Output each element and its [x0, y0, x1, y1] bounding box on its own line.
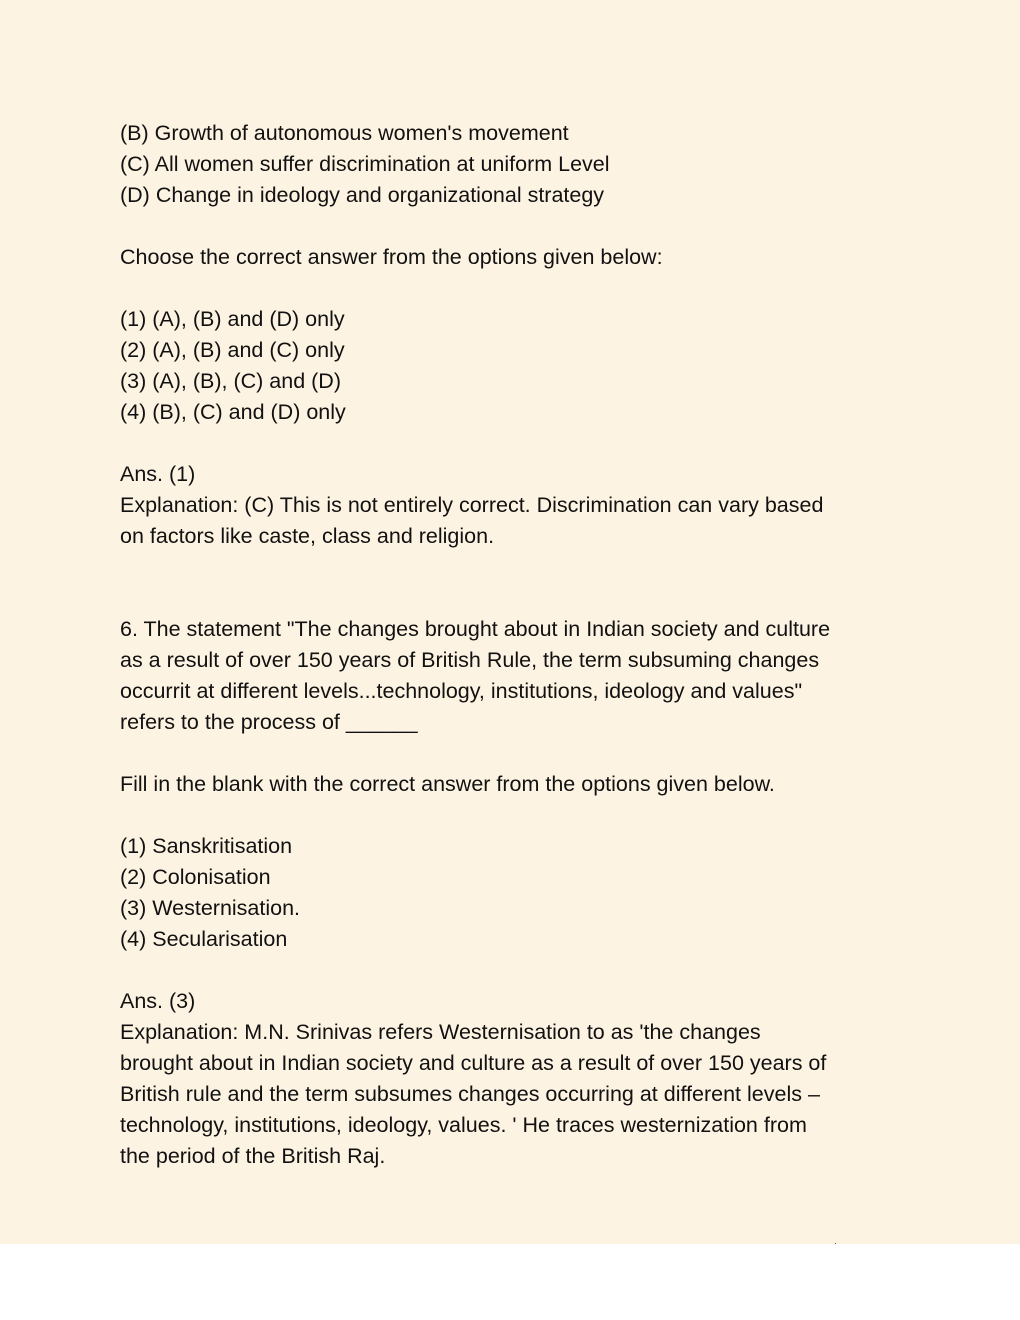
q5-option-2: (2) (A), (B) and (C) only [120, 338, 345, 362]
q5-statement-c: (C) All women suffer discrimination at uniform Level [120, 152, 610, 176]
q6-explanation-line: brought about in Indian society and culture as a result of over 150 years of [120, 1051, 827, 1075]
q6-explanation-line: Explanation: M.N. Srinivas refers Westernisation to as 'the changes [120, 1020, 761, 1044]
q5-option-1: (1) (A), (B) and (D) only [120, 307, 345, 331]
spacer [120, 211, 900, 242]
spacer [120, 955, 900, 986]
page-speck [835, 1243, 836, 1244]
spacer [120, 738, 900, 769]
q5-statements [120, 118, 900, 211]
q5-option-3: (3) (A), (B), (C) and (D) [120, 369, 341, 393]
q6-answer: Ans. (3) [120, 989, 196, 1013]
spacer [120, 428, 900, 459]
q6-option-3: (3) Westernisation. [120, 896, 301, 920]
q6-question-line: refers to the process of ______ [120, 710, 418, 734]
q6-option-4: (4) Secularisation [120, 927, 288, 951]
q5-instruction: Choose the correct answer from the options given below: [120, 245, 663, 269]
q5-answer: Ans. (1) [120, 462, 196, 486]
q6-option-1: (1) Sanskritisation [120, 834, 293, 858]
q6-explanation [120, 1017, 900, 1172]
page-content [120, 118, 900, 1172]
q6-explanation-line: the period of the British Raj. [120, 1144, 386, 1168]
q5-statement-b: (B) Growth of autonomous women's movement [120, 121, 569, 145]
q6-question-line: as a result of over 150 years of British Rule, the term subsuming changes [120, 648, 820, 672]
q5-options [120, 304, 900, 428]
q6-explanation-line: British rule and the term subsumes changes occurring at different levels – [120, 1082, 820, 1106]
spacer [120, 273, 900, 304]
q5-option-4: (4) (B), (C) and (D) only [120, 400, 346, 424]
spacer [120, 552, 900, 614]
q6-question [120, 614, 900, 738]
q5-statement-d: (D) Change in ideology and organizational strategy [120, 183, 605, 207]
q6-instruction: Fill in the blank with the correct answer from the options given below. [120, 772, 775, 796]
q5-explanation-line: Explanation: (C) This is not entirely correct. Discrimination can vary based [120, 493, 824, 517]
q6-question-line: occurrit at different levels...technology, institutions, ideology and values" [120, 679, 803, 703]
q6-explanation-line: technology, institutions, ideology, values. ' He traces westernization from [120, 1113, 807, 1137]
q5-explanation-line: on factors like caste, class and religion. [120, 524, 495, 548]
q5-explanation [120, 490, 900, 552]
q6-option-2: (2) Colonisation [120, 865, 271, 889]
q6-question-line: 6. The statement "The changes brought about in Indian society and culture [120, 617, 831, 641]
spacer [120, 800, 900, 831]
q6-options [120, 831, 900, 955]
